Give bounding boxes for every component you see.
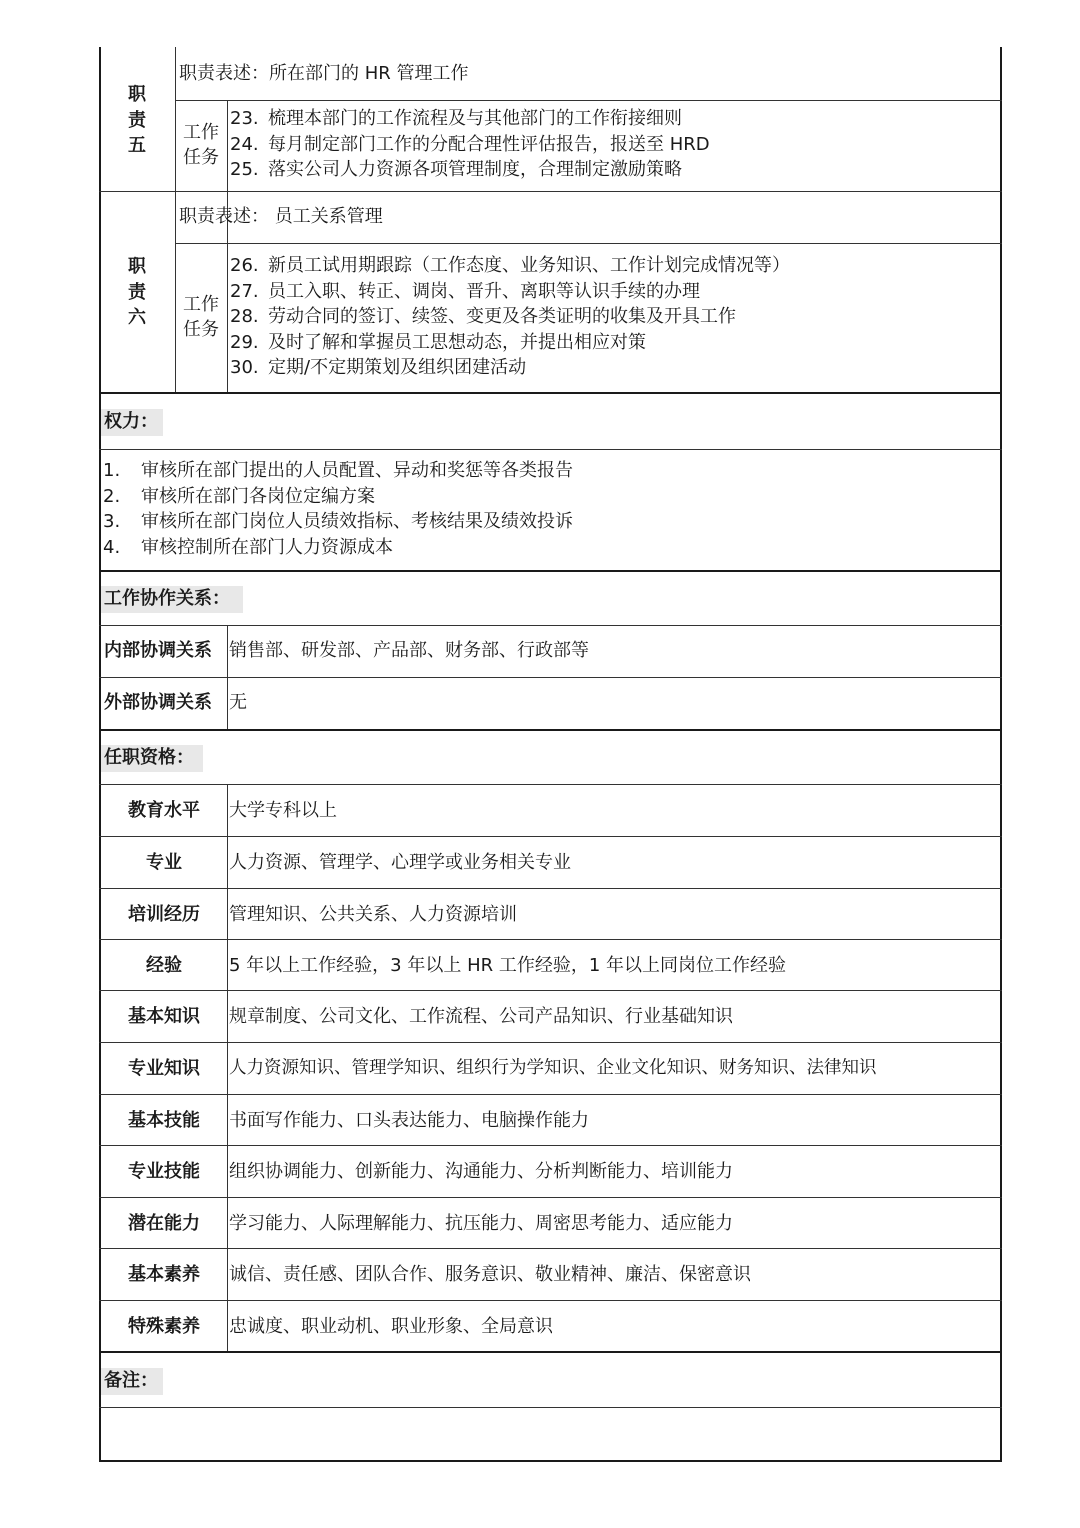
- qualification-label: 专业: [146, 852, 182, 873]
- qualification-value: 学习能力、人际理解能力、抗压能力、周密思考能力、适应能力: [229, 1213, 733, 1234]
- qualification-label: 培训经历: [128, 904, 200, 925]
- duty6-description: 职责表述： 员工关系管理: [179, 206, 383, 227]
- list-item: 26. 新员工试用期跟踪（工作态度、业务知识、工作计划完成情况等）: [230, 255, 790, 276]
- qualification-value: 忠诚度、职业动机、职业形象、全局意识: [229, 1316, 553, 1337]
- row-divider: [175, 243, 1002, 244]
- external-value: 无: [229, 692, 247, 713]
- qualification-label: 潜在能力: [128, 1213, 200, 1234]
- list-item: 29. 及时了解和掌握员工思想动态，并提出相应对策: [230, 331, 646, 353]
- external-label: 外部协调关系: [104, 692, 212, 713]
- qualification-label: 教育水平: [128, 800, 200, 821]
- row-divider: [99, 449, 1002, 450]
- duty6-task-list: [230, 253, 790, 381]
- section-divider: [99, 570, 1002, 572]
- cooperation-heading: 工作协作关系：: [104, 588, 230, 609]
- qualification-label: 基本技能: [128, 1110, 200, 1131]
- duty5-task-list: [230, 106, 710, 183]
- duty5-description: 职责表述：所在部门的 HR 管理工作: [179, 63, 469, 84]
- qualification-value: 大学专科以上: [229, 800, 337, 821]
- list-item: 4. 审核控制所在部门人力资源成本: [103, 536, 393, 558]
- qualification-label: 专业技能: [128, 1161, 200, 1182]
- duty6-title: 职责六: [128, 256, 146, 328]
- list-item: 3. 审核所在部门岗位人员绩效指标、考核结果及绩效投诉: [103, 511, 573, 532]
- duty5-task-label: 工作任务: [183, 122, 219, 168]
- list-item: 27. 员工入职、转正、调岗、晋升、离职等认识手续的办理: [230, 280, 700, 302]
- qualifications-heading: 任职资格：: [104, 747, 194, 768]
- qualification-value: 5 年以上工作经验，3 年以上 HR 工作经验，1 年以上同岗位工作经验: [229, 955, 787, 976]
- column-divider: [227, 784, 228, 1352]
- internal-label: 内部协调关系: [104, 640, 212, 661]
- qualification-label: 专业知识: [128, 1058, 200, 1079]
- qualification-value: 组织协调能力、创新能力、沟通能力、分析判断能力、培训能力: [229, 1161, 733, 1182]
- row-divider: [99, 1407, 1002, 1408]
- qualification-value: 管理知识、公共关系、人力资源培训: [229, 904, 517, 925]
- list-item: 2. 审核所在部门各岗位定编方案: [103, 485, 375, 507]
- remarks-heading: 备注：: [104, 1370, 158, 1391]
- qualification-label: 经验: [146, 955, 182, 976]
- list-item: 25. 落实公司人力资源各项管理制度，合理制定激励策略: [230, 159, 682, 180]
- section-divider: [99, 729, 1002, 731]
- row-divider: [99, 677, 1002, 678]
- qualification-label: 基本素养: [128, 1264, 200, 1285]
- internal-value: 销售部、研发部、产品部、财务部、行政部等: [229, 640, 589, 661]
- list-item: 24. 每月制定部门工作的分配合理性评估报告，报送至 HRD: [230, 133, 710, 155]
- list-item: 30. 定期/不定期策划及组织团建活动: [230, 357, 527, 378]
- authority-heading: 权力：: [104, 411, 158, 432]
- qualification-value: 人力资源、管理学、心理学或业务相关专业: [229, 852, 571, 873]
- qualification-label: 基本知识: [128, 1006, 200, 1027]
- section-divider: [99, 392, 1002, 394]
- authority-list: [103, 458, 573, 560]
- list-item: 1. 审核所在部门提出的人员配置、异动和奖惩等各类报告: [103, 460, 573, 481]
- list-item: 28. 劳动合同的签订、续签、变更及各类证明的收集及开具工作: [230, 306, 736, 327]
- qualification-label: 特殊素养: [128, 1316, 200, 1337]
- list-item: 23. 梳理本部门的工作流程及与其他部门的工作衔接细则: [230, 108, 682, 129]
- qualification-value: 规章制度、公司文化、工作流程、公司产品知识、行业基础知识: [229, 1006, 733, 1027]
- qualification-value: 书面写作能力、口头表达能力、电脑操作能力: [229, 1110, 589, 1131]
- duty5-title: 职责五: [128, 84, 146, 156]
- row-divider: [99, 625, 1002, 626]
- duty-divider: [175, 47, 176, 392]
- qualification-value: 诚信、责任感、团队合作、服务意识、敬业精神、廉洁、保密意识: [229, 1264, 751, 1285]
- row-divider: [175, 100, 1002, 101]
- qualification-value: 人力资源知识、管理学知识、组织行为学知识、企业文化知识、财务知识、法律知识: [229, 1058, 877, 1078]
- task-divider: [227, 100, 228, 392]
- row-divider: [99, 191, 1002, 192]
- duty6-task-label: 工作任务: [183, 294, 219, 340]
- section-divider: [99, 1351, 1002, 1353]
